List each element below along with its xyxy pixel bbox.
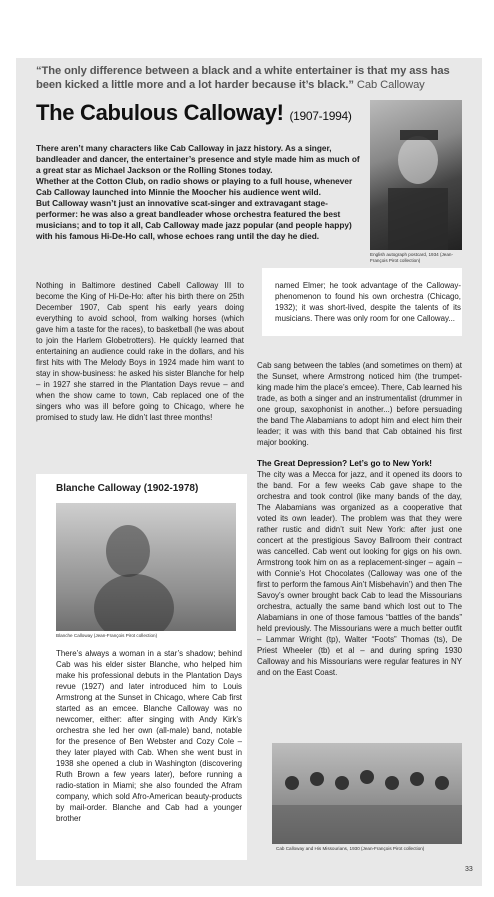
band-photo-caption: Cab Calloway and His Missourians, 1930 (Jean-François Pirot collection) [276,846,425,851]
cab-calloway-portrait-photo [370,100,462,250]
article-paragraph: The city was a Mecca for jazz, and it opened its doors to the band. For a few weeks Cab gave shape to the orchestra and took control (like many bands of the day, The Alabamians was organized as a cooperative that voted its own leader). The problem was that they were rather rustic and didn’t suit New York: after just one concert at the prestigious Savoy Ballroom their contract was cancelled. Cab went out looking for gigs on his own. Armstrong took him on as a replacement-singer – again – with Connie’s Hot Chocolates (Calloway was one of the first to perform the famous Ain’t Misbehavin’) and then The Savoy’s owner brought back Cab to lead the Missourians orchestra, actually the same band which lost out to The Alabamians in one of those famous “battles of the bands” held previously. The Missourians were a much better outfit – Lammar Wright (tp), Walter “Foots” Thomas (ts), De Priest Wheeler (tb) et al – and during spring 1930 Calloway and his Missourians were regular features in NY and on the East Coast. [257,470,462,677]
blanche-photo-caption: Blanche Calloway (Jean-François Pirot collection) [56,633,158,638]
quote-author: Cab Calloway [356,79,425,91]
intro-paragraphs [36,143,361,242]
intro-paragraph: There aren’t many characters like Cab Calloway in jazz history. As a singer, bandleader and dancer, the entertainer’s presence and style made him as much of a great star as Michael Jackson or the Rolling Stones today. [36,143,360,175]
intro-paragraph: But Calloway wasn’t just an innovative scat-singer and extravagant stage-performer: he was also a great bandleader whose orchestra featured the best musicians; and to top it all, Cab Calloway made jazz popular (and people happy) with his famous Hi-De-Ho call, whose echoes rang until the day he died. [36,198,352,241]
title-main: The Cabulous Calloway! [36,100,284,125]
quote-text: “The only difference between a black and a white entertainer is that my ass has been kicked a little more and a lot harder because it’s black.” [36,65,450,91]
intro-paragraph: Whether at the Cotton Club, on radio shows or playing to a full house, whenever Cab Calloway launched into Minnie the Moocher his audience went wild. [36,176,353,197]
section-heading: The Great Depression? Let’s go to New York! [257,459,433,468]
sidebar-text: There’s always a woman in a star’s shadow; behind Cab was his elder sister Blanche, who helped him make his professional debuts in the Plantation Days revue (1927) and later introduced him to Louis Armstrong at the Sunset in Chicago, where Cab first started as an emcee. Blanche Calloway was no newcomer, either: after singing with Andy Kirk’s orchestra she led her own (all-male) band, notable for the presence of Ben Webster and Cozy Cole – they later played with Cab. When she went bust in 1938 she opened a club in Washington (discovering Ruth Brown a few years later), before running a radio-station in Miami; she also founded the Afram company, which sold Afro-American beauty-products by mail-order. Blanche and Cab had a younger brother [56,649,242,823]
sidebar-title: Blanche Calloway (1902-1978) [56,483,199,494]
page-title [36,100,352,126]
missourians-band-photo [272,743,462,844]
pull-quote [36,64,466,92]
page-number: 33 [465,866,473,873]
band-illustration [272,743,462,844]
article-column-1: Nothing in Baltimore destined Cabell Calloway III to become the King of Hi-De-Ho: after his birth there on 25th December 1907, Cab spent his early years doing everything to avoid school, from walking horses (which gave him a taste for the races), to basketball (he was about to join the Harlem Globetrotters). He quickly learned that entertaining an audience could rake in the dollars, and his first hits with The Melody Boys in 1924 made him want to stay in show-business: he asked his sister Blanche for help – in 1927 she starred in the Plantation Days revue – and when the show came to town, Cab replaced one of the singers who was ill before going to Chicago, where he promised to study law. He didn’t last three months! [36,281,244,422]
title-dates: (1907-1994) [289,109,352,123]
blanche-calloway-photo [56,503,236,631]
portrait-illustration [370,100,462,250]
portrait-caption: English autograph postcard, 1934 (Jean-François Pirot collection) [370,252,453,263]
article-paragraph: Cab sang between the tables (and sometimes on them) at the Sunset, where Armstrong noticed him (the trumpet-king made him the place’s emcee). There, Cab learned his trade, as both a singer and an instrumentalist (drummer in one group, saxophonist in another...) before persuading the band The Alabamians to adopt him and elect him their leader; it was with this band that Cab obtained his first major booking. [257,361,462,447]
top-margin [0,0,494,57]
blanche-illustration [56,503,236,631]
article-column-2 [257,360,462,678]
article-column-continuation: named Elmer; he took advantage of the Calloway-phenomenon to found his own orchestra (Chicago, 1932); it was short-lived, despite the talents of its musicians. There was only room for one Calloway... [275,281,461,323]
